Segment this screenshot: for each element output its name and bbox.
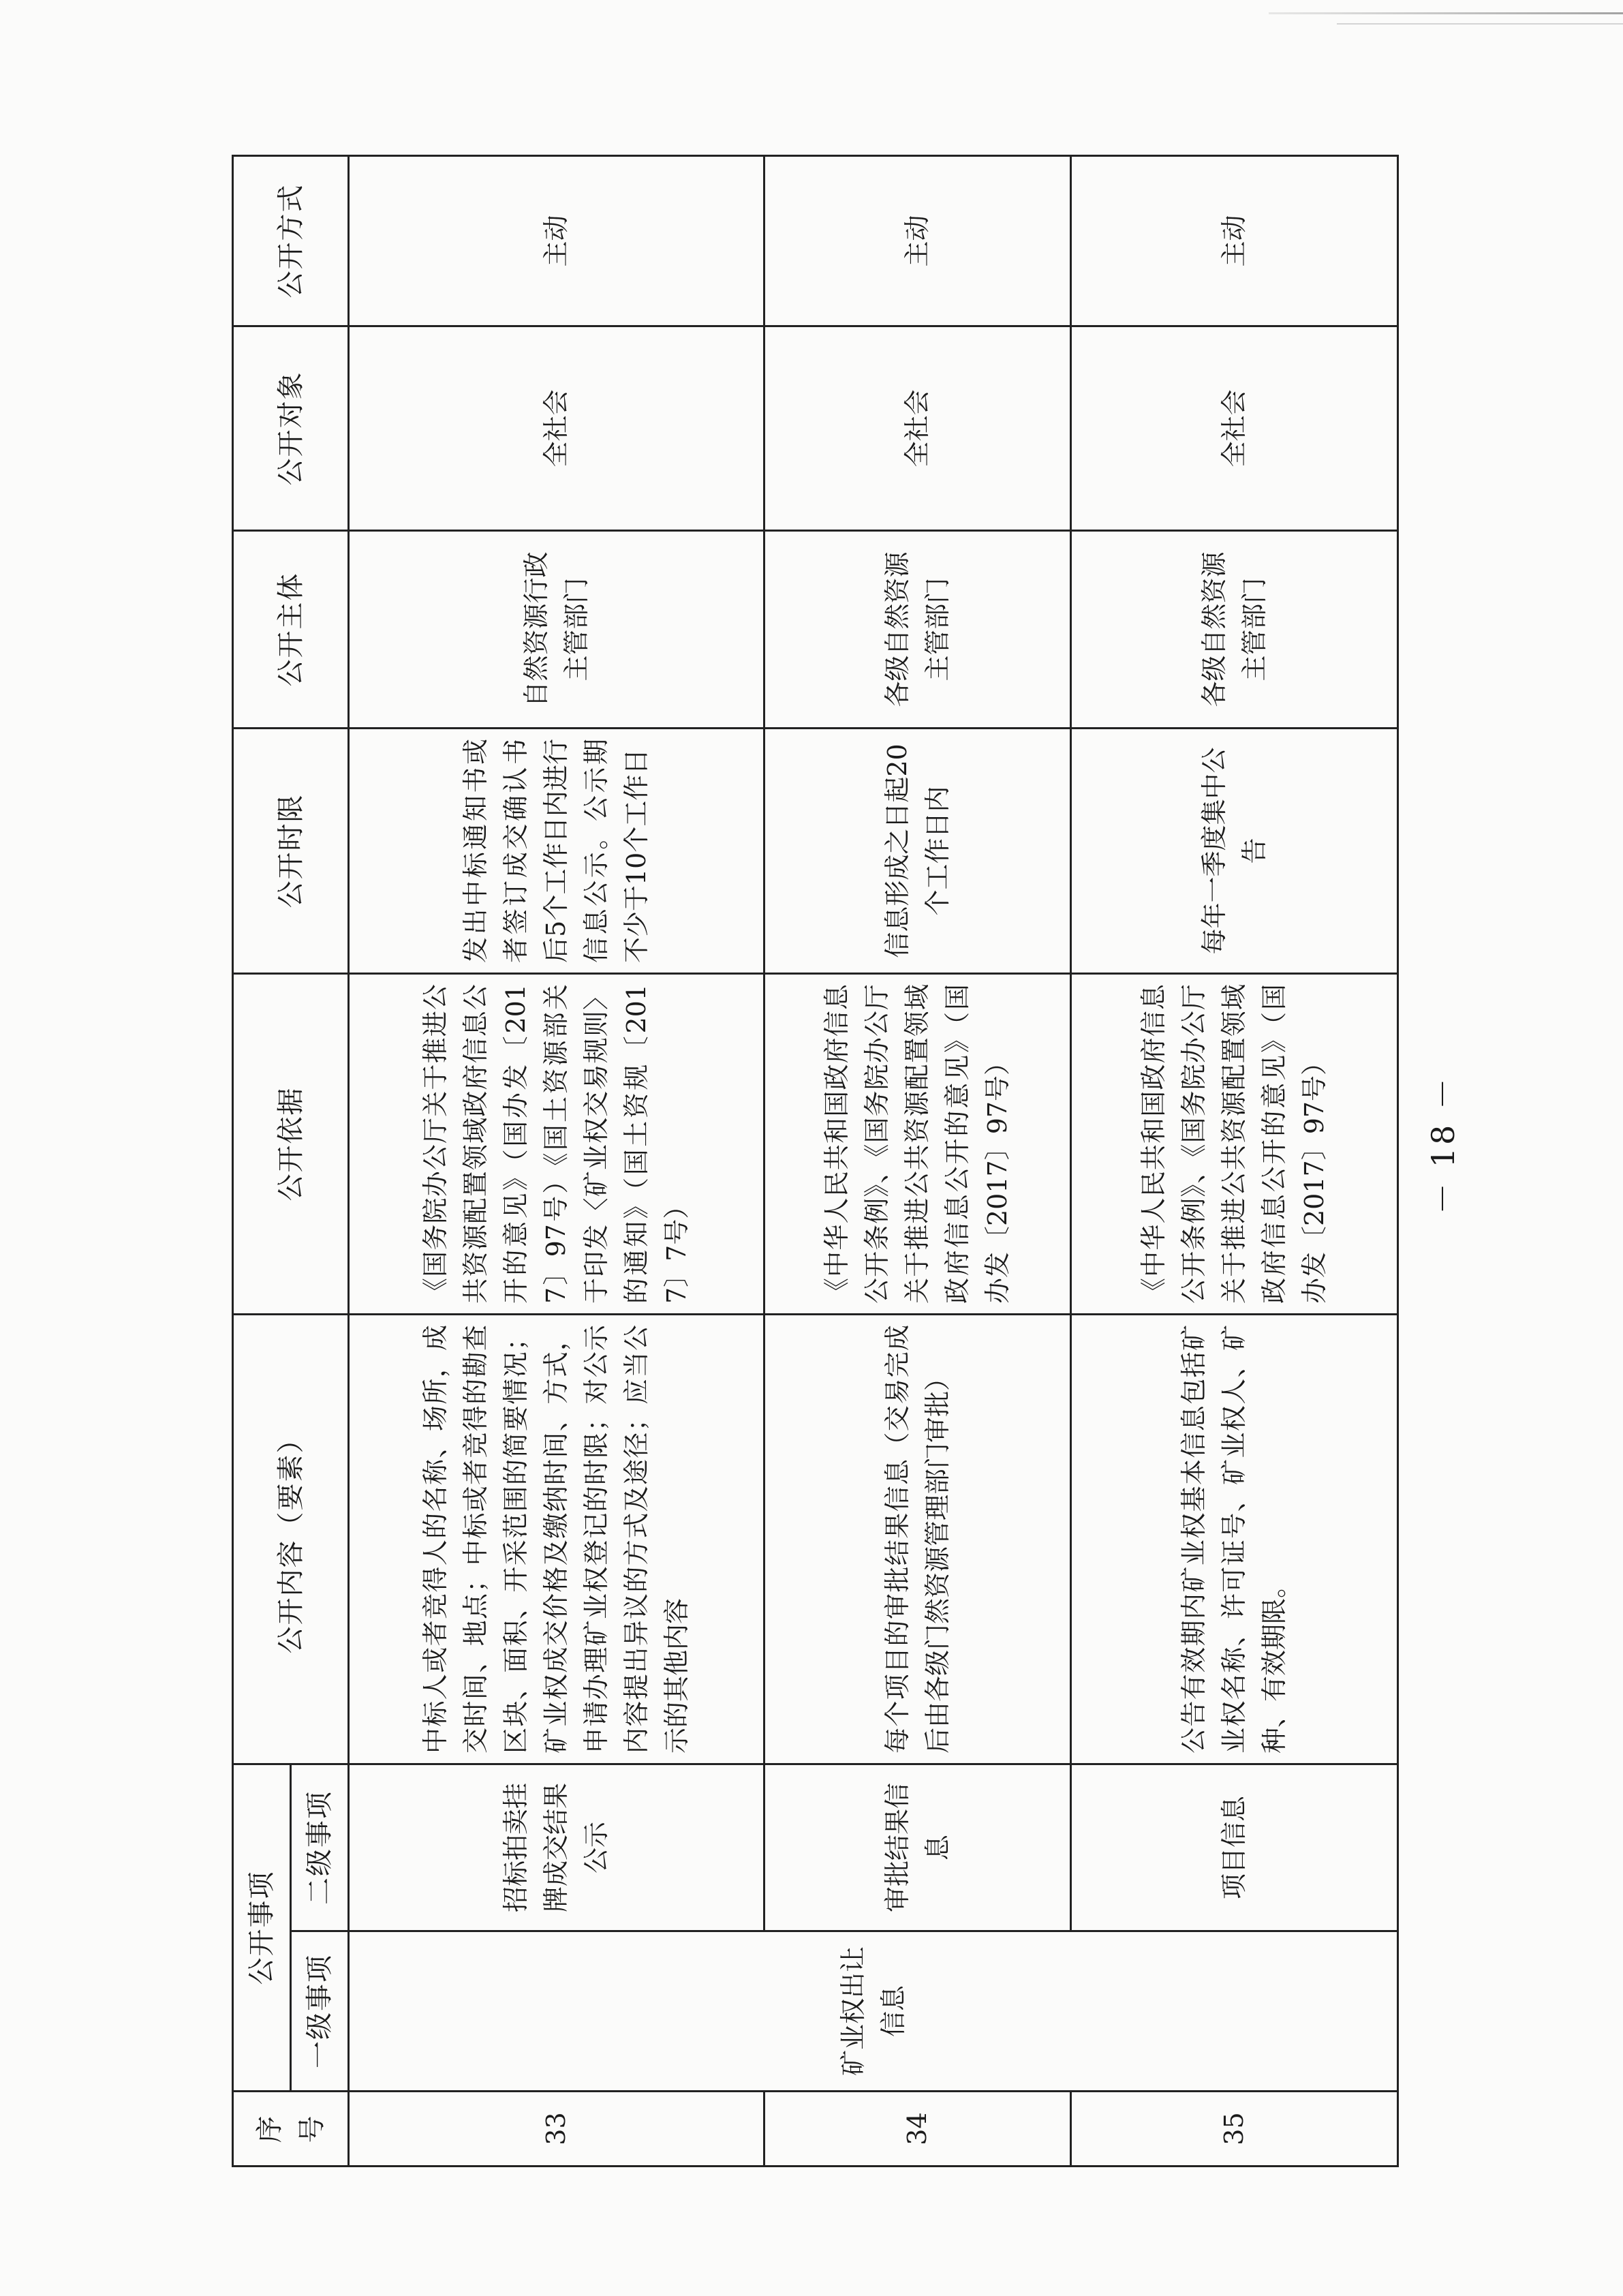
header-item-group: 公开事项 [233,1764,291,2092]
header-time-limit: 公开时限 [233,729,349,974]
header-content: 公开内容（要素） [233,1315,349,1764]
row-content: 中标人或者竞得人的名称、场所，成交时间、地点；中标或者竞得的勘查区块、面积、开采范围的简要情况；矿业权成交价格及缴纳时间、方式，申请办理矿业权登记的时限；对公示内容提出异议的方式及途径；应当公示的其他内容 [349,1315,764,1764]
header-target: 公开对象 [233,326,349,531]
scan-artifact-line [1337,23,1623,25]
row-level2: 招标拍卖挂牌成交结果公示 [349,1764,764,1931]
row-target: 全社会 [764,326,1071,531]
header-seq: 序号 [233,2092,349,2167]
header-level1: 一级事项 [291,1931,349,2092]
row-subject: 自然资源行政主管部门 [349,531,764,729]
row-level2: 项目信息 [1071,1764,1398,1931]
header-basis: 公开依据 [233,974,349,1315]
rotated-table-container [232,157,1342,2167]
row-target: 全社会 [1071,326,1398,531]
header-row-1 [233,156,291,2167]
disclosure-table [232,155,1399,2167]
row-seq: 33 [349,2092,764,2167]
table-row [349,156,764,2167]
header-level2: 二级事项 [291,1764,349,1931]
row-target: 全社会 [349,326,764,531]
row-subject: 各级自然资源主管部门 [764,531,1071,729]
table-row [1071,156,1398,2167]
scan-artifact-line [1269,12,1623,14]
row-method: 主动 [1071,156,1398,326]
row-content: 每个项目的审批结果信息（交易完成后由各级门然资源管理部门审批） [764,1315,1071,1764]
row-content: 公告有效期内矿业权基本信息包括矿业权名称、许可证号、矿业权人、矿种、有效期限。 [1071,1315,1398,1764]
row-level2: 审批结果信息 [764,1764,1071,1931]
table-row [764,156,1071,2167]
row-subject: 各级自然资源主管部门 [1071,531,1398,729]
row-method: 主动 [349,156,764,326]
header-subject: 公开主体 [233,531,349,729]
row-seq: 35 [1071,2092,1398,2167]
row-method: 主动 [764,156,1071,326]
row-basis: 《中华人民共和国政府信息公开条例》、《国务院办公厅关于推进公共资源配置领域政府信息公开的意见》（国办发〔2017〕97号） [1071,974,1398,1315]
page-number: － 18 － [1425,1075,1462,1214]
row-time-limit: 信息形成之日起20个工作日内 [764,729,1071,974]
header-method: 公开方式 [233,156,349,326]
row-basis: 《国务院办公厅关于推进公共资源配置领域政府信息公开的意见》（国办发〔2017〕97号）《国土资源部关于印发〈矿业权交易规则〉的通知》（国土资规〔2017〕7号） [349,974,764,1315]
row-time-limit: 每年一季度集中公告 [1071,729,1398,974]
row-time-limit: 发出中标通知书或者签订成交确认书后5个工作日内进行信息公示。公示期不少于10个工作日 [349,729,764,974]
row-basis: 《中华人民共和国政府信息公开条例》、《国务院办公厅关于推进公共资源配置领域政府信息公开的意见》（国办发〔2017〕97号） [764,974,1071,1315]
row-seq: 34 [764,2092,1071,2167]
row-level1: 矿业权出让信息 [349,1931,1398,2092]
